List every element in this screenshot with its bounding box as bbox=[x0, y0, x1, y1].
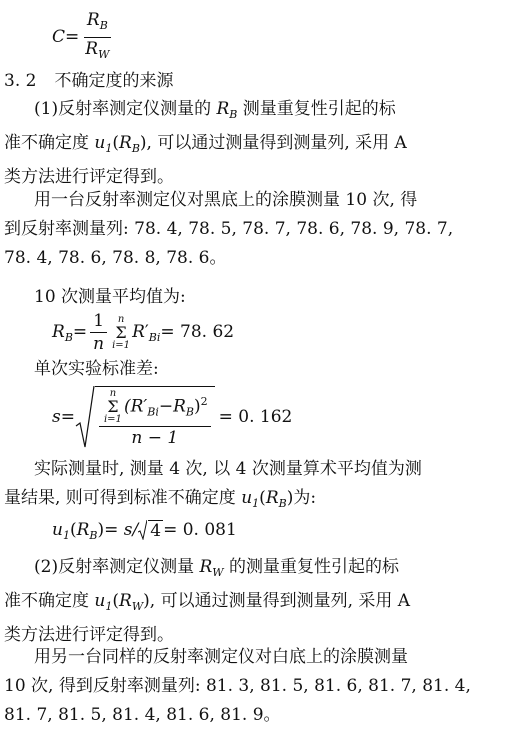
p4-line-1 bbox=[0, 553, 410, 587]
eq-c-numerator bbox=[84, 10, 111, 38]
p1-text-a: (1)反射率测定仪测量的 bbox=[34, 99, 217, 119]
p5-line-3: 81. 7, 81. 5, 81. 4, 81. 6, 81. 9。 bbox=[4, 705, 281, 725]
eq-mean-frac-den: n bbox=[93, 334, 105, 354]
p3-lparen: ( bbox=[259, 488, 266, 508]
p1-r-sub: B bbox=[229, 108, 238, 121]
eq-s-equals: = bbox=[60, 407, 75, 427]
eq-s-close: ) bbox=[194, 396, 201, 417]
eq-s-fraction bbox=[99, 389, 211, 448]
eq-mean-result: = 78. 62 bbox=[160, 322, 235, 342]
eq-u-mid: = s/ bbox=[104, 520, 139, 540]
p4-u-var: u bbox=[94, 591, 106, 611]
p4-r-sub: W bbox=[212, 566, 224, 579]
equation-u bbox=[52, 520, 237, 542]
eq-s-radicand bbox=[95, 386, 215, 448]
p4-lparen: ( bbox=[112, 591, 119, 611]
p4-text-b: 的测量重复性引起的标 bbox=[223, 557, 400, 577]
p2-line-3: 78. 4, 78. 6, 78. 8, 78. 6。 bbox=[4, 248, 227, 268]
eq-u-sqrt bbox=[138, 520, 163, 541]
p2-line-1: 用一台反射率测定仪对黑底上的涂膜测量 10 次, 得 bbox=[34, 190, 418, 210]
eq-u-lparen: ( bbox=[69, 520, 77, 540]
p1-text-b: 测量重复性引起的标 bbox=[237, 99, 396, 119]
eq-mean-sum bbox=[112, 315, 130, 351]
eq-s-sum-top: n bbox=[109, 388, 117, 399]
eq-c-lhs: C bbox=[52, 27, 66, 47]
eq-c-denominator bbox=[82, 38, 112, 65]
eq-mean-term-sub: Bi bbox=[148, 331, 161, 344]
eq-u-u-var: u bbox=[52, 520, 63, 540]
p1-line-1 bbox=[0, 95, 407, 129]
eq-s-sum-bot: i=1 bbox=[103, 414, 122, 425]
eq-s-pow: 2 bbox=[200, 394, 208, 408]
eq-u-sqrt-sign bbox=[138, 520, 147, 540]
p3-u-var: u bbox=[241, 488, 253, 508]
eq-u-r-var: R bbox=[76, 520, 90, 540]
eq-u-rparen: ) bbox=[97, 520, 105, 540]
eq-mean-sum-bot: i=1 bbox=[112, 339, 131, 351]
eq-mean-fraction bbox=[90, 311, 107, 354]
paragraph-3 bbox=[0, 455, 422, 518]
p1-rb-sub: B bbox=[131, 142, 140, 155]
p4-u-sub: 1 bbox=[105, 600, 113, 613]
p3-r-var: R bbox=[265, 488, 279, 508]
eq-mean-sum-top: n bbox=[117, 313, 125, 325]
p4-r-var: R bbox=[199, 557, 213, 577]
eq-s-inner-sub: Bi bbox=[147, 405, 159, 419]
p4-rw-var: R bbox=[119, 591, 132, 611]
eq-s-denominator: n − 1 bbox=[131, 428, 179, 448]
p4-line-3: 类方法进行评定得到。 bbox=[4, 625, 174, 645]
p3-line-2 bbox=[0, 484, 422, 518]
eq-c-den-var: R bbox=[85, 39, 99, 59]
eq-u-result: = 0. 081 bbox=[163, 520, 237, 540]
eq-s-rb-var: R bbox=[173, 396, 186, 417]
eq-s-rb-sub: B bbox=[185, 405, 194, 419]
eq-s-sqrt bbox=[75, 386, 215, 448]
p4-text-d: ), 可以通过测量得到测量列, 采用 A bbox=[143, 591, 411, 611]
p3-u-sub: 1 bbox=[252, 497, 260, 510]
p2-line-2: 到反射率测量列: 78. 4, 78. 5, 78. 7, 78. 6, 78. 9, 78. 7, bbox=[4, 219, 454, 239]
section-title: 不确定度的来源 bbox=[54, 71, 174, 91]
eq-s-lhs: s bbox=[52, 407, 61, 427]
eq-s-result: = 0. 162 bbox=[218, 407, 293, 427]
eq-c-num-sub: B bbox=[99, 19, 108, 32]
eq-c-fraction bbox=[82, 10, 112, 65]
eq-mean-lhs-var: R bbox=[52, 322, 65, 342]
equation-mean bbox=[52, 311, 234, 354]
p1-text-c: 准不确定度 bbox=[4, 133, 95, 153]
p3-text-a: 量结果, 则可得到标准不确定度 bbox=[4, 488, 242, 508]
p3-text-b: )为: bbox=[286, 488, 317, 508]
eq-mean-frac-num: 1 bbox=[90, 311, 107, 333]
paragraph-5 bbox=[0, 643, 471, 730]
p1-text-d: ), 可以通过测量得到测量列, 采用 A bbox=[139, 133, 407, 153]
p1-line-3: 类方法进行评定得到。 bbox=[4, 167, 174, 187]
eq-mean-sum-sym: Σ bbox=[115, 322, 127, 342]
eq-s-inner: (R′ bbox=[123, 396, 148, 417]
eq-u-radicand: 4 bbox=[150, 521, 162, 541]
eq-u-r-sub: B bbox=[89, 529, 98, 542]
equation-s bbox=[52, 386, 292, 448]
eq-u-u-sub: 1 bbox=[62, 529, 70, 542]
p1-u-var: u bbox=[94, 133, 106, 153]
p3-line-1: 实际测量时, 测量 4 次, 以 4 次测量算术平均值为测 bbox=[34, 459, 422, 479]
paragraph-1 bbox=[0, 95, 407, 192]
p1-u-sub: 1 bbox=[105, 142, 113, 155]
eq-c-den-sub: W bbox=[98, 48, 110, 61]
paragraph-4 bbox=[0, 553, 410, 650]
eq-mean-term-var: R bbox=[132, 322, 145, 342]
eq-c-equals: = bbox=[65, 27, 80, 47]
p4-rw-sub: W bbox=[131, 600, 144, 613]
p5-line-1: 用另一台同样的反射率测定仪对白底上的涂膜测量 bbox=[34, 647, 408, 667]
p3-r-sub: B bbox=[278, 497, 287, 510]
eq-s-sum-sym: Σ bbox=[107, 397, 119, 416]
std-label: 单次实验标准差: bbox=[34, 359, 159, 379]
p4-line-2 bbox=[0, 587, 410, 621]
equation-c bbox=[52, 10, 115, 65]
section-number: 3. 2 bbox=[4, 71, 37, 91]
p1-rb-var: R bbox=[119, 133, 132, 153]
eq-s-sqrt-sign bbox=[75, 386, 95, 448]
eq-c-num-var: R bbox=[86, 10, 100, 30]
eq-s-sum bbox=[104, 389, 122, 425]
p1-lparen: ( bbox=[112, 133, 119, 153]
eq-mean-equals: = bbox=[72, 322, 88, 342]
avg-label: 10 次测量平均值为: bbox=[34, 287, 186, 307]
p4-text-a: (2)反射率测定仪测量 bbox=[34, 557, 200, 577]
p5-line-2: 10 次, 得到反射率测量列: 81. 3, 81. 5, 81. 6, 81. 7, 81. 4, bbox=[4, 676, 471, 696]
p1-r-var: R bbox=[216, 99, 230, 119]
eq-mean-term-prime: ′ bbox=[144, 322, 149, 342]
eq-mean-lhs-sub: B bbox=[64, 331, 73, 344]
section-heading bbox=[4, 66, 173, 91]
paragraph-2 bbox=[0, 186, 453, 273]
p4-text-c: 准不确定度 bbox=[4, 591, 95, 611]
eq-s-minus: − bbox=[158, 396, 174, 417]
p1-line-2 bbox=[0, 129, 407, 163]
eq-s-numerator bbox=[99, 389, 211, 427]
